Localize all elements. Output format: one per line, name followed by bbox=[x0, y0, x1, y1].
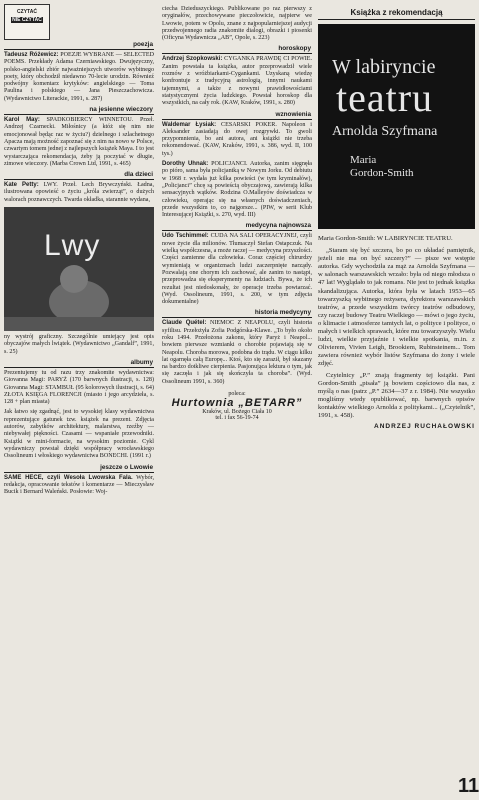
cover-title-1: W labiryncie bbox=[332, 56, 436, 78]
review-same-hece-cont: ciecha Dzieduszyckiego. Publikowane po raz pierwszy z oryginałów, przechowywane pieczołowicie, najpierw we Lwowie, potem w Opolu, znane z najpopularniejszej audycji przedwojennego radia znakomite dialogi, obrazki i piosenki (Oficyna Wydawnicza „AB”, Opole, s. 223) bbox=[162, 6, 312, 42]
wholesaler-address: Kraków, ul. Bożego Ciała 10 bbox=[202, 409, 272, 416]
recommended-body-2: Czytelnicy „P.” znają fragmenty tej książki. Pani Gordon-Smith „pisała” ją bowiem częściowo dla nas, z myślą o nas (patrz „P.” 2634—37 z r. 1984). Nie wszystko mogliśmy wtedy opublikować, np. barwnych opisów kontaktów wielkiego Arnolda z politykami... („Czytelnik”, 1991, s. 458). bbox=[318, 371, 475, 419]
review-lysiak bbox=[162, 122, 312, 158]
review-author: Udo Tschimmel: bbox=[162, 233, 209, 240]
section-lwow: jeszcze o Lwowie bbox=[4, 464, 154, 473]
review-same-hece bbox=[4, 475, 154, 497]
column-3 bbox=[318, 6, 475, 430]
review-text: NIEMOC Z NEAPOLU, czyli historia syfilisu. Przełożyła Zofia Podgórska-Klawe. „To było około roku 1494. Przełożona zakonu, który Paryż i Neapol... bowiem pierwsze wzmianki o chorobie pojawiają się w Neapolu. Choroba morowa, podobna do trądu. W ciągu kilku lat ogarnęła całą Europę... Ktoś, kto się zaraził, był skazany na bardzo dotkliwe cierpienia. Pasjonująca lektura o tym, jak się zaczęła i jak się skończyła ta choroba”. (Wyd. Ossolineum 1991, s. 360) bbox=[162, 320, 312, 385]
cover-subtitle: Arnolda Szyfmana bbox=[332, 124, 438, 139]
recommended-by bbox=[162, 391, 312, 421]
review-albumy-cont: Jak łatwo się zgadnąć, jest to wysokiej klasy wydawnictwa reprezentujące gatunek tzw. książek na prezent. Zdjęcia autorów, zabytków architektury, malarstwa, rzeźby — niebywałej piękności. Czasami — wspaniałe przewodniki. Książki w mini-formacie, na wysokim poziomie. Cykl wydawniczy powstał dzięki współpracy wrocławskiego Ossolineum i włoskiego wydawnictwa BONECHI. (1991 r.) bbox=[4, 409, 154, 460]
column-2 bbox=[162, 6, 312, 421]
review-author: Waldemar Łysiak: bbox=[162, 121, 217, 128]
section-wznowienia: wznowienia bbox=[162, 111, 312, 120]
review-szopkowski bbox=[162, 56, 312, 107]
logo-line-2: NIE CZYTAĆ bbox=[12, 17, 42, 23]
cover-author bbox=[350, 154, 414, 180]
review-text: Wybór, redakcja, opracowanie tekstów i komentarze — Mieczysław Bucik i Bernard Waleński. Posłowie: Woj- bbox=[4, 474, 154, 496]
review-author: Kate Petty: bbox=[4, 182, 39, 189]
review-may bbox=[4, 117, 154, 168]
review-author: Claude Quétel: bbox=[162, 320, 207, 327]
section-jesienne: na jesienne wieczory bbox=[4, 106, 154, 115]
cover-title-2: teatru bbox=[336, 75, 434, 120]
photo-title: Lwy bbox=[44, 229, 101, 263]
review-text: CYGANKA PRAWDĘ CI POWIE. Zanim powstała ta książka, autor przeprowadził wiele rozmów z wróżbiarkami-Cygankami. Uzyskaną wiedzę konfrontuje z tradycyjną astrologią, innymi naukami tajemnymi, a także z nowymi prawidłowościami statystycznymi życia ludzkiego. Powstał horoskop dla wszystkich, na cały rok. (KAW, Kraków, 1991, s. 280) bbox=[162, 56, 312, 107]
review-quetel bbox=[162, 320, 312, 386]
review-author: SAME HECE, czyli Wesoła Lwowska Fala. bbox=[4, 474, 133, 481]
section-poezja: poezja bbox=[4, 41, 154, 50]
logo-line-1: CZYTAĆ bbox=[17, 9, 37, 15]
cover-author-first: Maria bbox=[350, 154, 377, 166]
review-author: Tadeusz Różewicz: bbox=[4, 52, 59, 58]
review-petty bbox=[4, 182, 154, 204]
review-albumy: Prezentujemy tu od razu trzy znakomite wydawnictwa: Giovanna Magi: PARYŻ (170 barwnych ilustracji, s. 128) Giovanna Magi: STAMBUŁ (95 kolorowych ilustracji, s. 64) ZŁOTA KSIĘGA FLORENCJI (miasto i jego arcydzieła, s. 128 + plan miasta) bbox=[4, 369, 154, 406]
review-petty-cont: ny wystrój graficzny. Szczególnie umiejący jest opis obyczajów małych lwiątek. (Wydawnictwo „Gandalf”, 1991, s. 25) bbox=[4, 334, 154, 355]
review-author: Andrzej Szopkowski: bbox=[162, 56, 223, 63]
recommended-lead: Maria Gordon-Smith: W LABIRYNCIE TEATRU. bbox=[318, 235, 453, 242]
review-tschimmel bbox=[162, 233, 312, 306]
book-cover bbox=[318, 24, 475, 229]
review-text: LWY. Przeł. Lech Brywczyński. Ładna, ilustrowana opowieść o życiu „króla zwierząt”, o dużych walorach poznawczych. Twarda okładka, starannie wydana, bbox=[4, 182, 155, 203]
page-number: 11 bbox=[458, 775, 479, 797]
review-uhnak bbox=[162, 161, 312, 219]
recommended-body: „Staram się być szczera, bo po co układać pamiętnik, jeżeli nie ma on być szczery?” — pisze we wstępie autorka. Gdy wychodziła za mąż za Arnolda Szyfmana — w salonach warszawskich wrzało: była od niego młodsza o 47 lat! Wyglądało to jak romans. Nie jest to jednak książka skandalizująca. Autorka, która była w latach 1953—65 towarzyszką wybitnego reżysera, dyrektora warszawskich teatrów, a przede wszystkim twórcy teatrów odbudowy, czy raczej budowy Teatru Wielkiego — mówi o jego życiu, o klimacie i atmosferze tamtych lat, o polityce i polityce, o małych i wielkich sprawach, które mu towarzyszyły. Wielu ludzi, wielkie przyjaźnie i wielkie spotkania, m.in. z Olivierem, Vivien Leigh, Brookiem, Rubinsteinem... Tom zawiera również wybór listów Szyfmana do żony i wiele zdjęć. bbox=[318, 247, 475, 368]
section-albumy: albumy bbox=[4, 359, 154, 368]
author-signature: ANDRZEJ RUCHAŁOWSKI bbox=[374, 423, 475, 431]
lion-cub-image bbox=[4, 207, 154, 331]
section-dzieci: dla dzieci bbox=[4, 171, 154, 180]
lion-cub-photo bbox=[4, 207, 154, 331]
wholesaler-phone: tel. i fax 56-19-74 bbox=[215, 415, 259, 422]
section-medycyna: medycyna najnowsza bbox=[162, 222, 312, 231]
column-1 bbox=[4, 6, 154, 499]
review-text: POLICJANCI. Autorka, zanim sięgnęła po pióro, sama była policjantką w Nowym Jorku. Od debiutu w 1968 r. wydała już kilka powieści (w tym kryminałów), „Policjanci” chcę są powieścią obyczajową, zawierają kilka sensacyjnych wątków. Rodzina O.Malleyów doświadcza w człowieku, operając się na własnych doświadczeniach, przede wszystkim to, co najgorsze... (PIW, w serii Klub Interesującej Książki, s. 270, wyd. III) bbox=[162, 161, 312, 219]
review-rozewicz bbox=[4, 52, 154, 103]
recommended-label: poleca: bbox=[228, 391, 246, 398]
review-text: POEZJE WYBRANE — SELECTED POEMS. Przekłady Adama Czerniawskiego. Dwujęzyczny, polsko-angielski zbiór najważniejszych utworów wybitnego poety, który obchodził niedawno 70-lecie urodzin. Równieź podwójny komentarz krytyków: angielskiego — Toma Paulina i polskiego — Jana Pieszczachowicza. (Wydawnictwo Literackie, 1991, s. 287) bbox=[4, 52, 155, 102]
cover-author-last: Gordon-Smith bbox=[350, 167, 414, 179]
section-title-recommended: Książka z rekomendacją bbox=[350, 8, 443, 17]
review-author: Dorothy Uhnak: bbox=[162, 161, 209, 168]
review-text: CESARSKI POKER. Napoleon i Aleksander zasiadają do owej rozgrywki. To gwoli przypomnienia, bo ani autora, ani książki nie trzeba rekomendować. (KAW, Kraków, 1991, s. 386, wyd. II, 100 tys.) bbox=[162, 121, 312, 157]
review-author: Karol May: bbox=[4, 117, 40, 124]
review-text: SPADKOBIERCY WINNETOU. Przeł. Andrzej Czarnecki. Miłośnicy (a któż się nim nie emocjonował będąc raz w życiu?) dzielnego i szlachetnego Apacza mają możność zapoznać się z nim na nowo w Polsce, czwartym tomem jednej z najlepszych książek Maya. I to jest wystarczająca rekomendacja, żeby ją poczytać w długie, zimowe wieczory. (Marba Crown Ltd, 1991, s. 465) bbox=[4, 117, 154, 167]
section-historia-medycyny: historia medycyny bbox=[162, 309, 312, 318]
review-text: CUDA NA SALI OPERACYJNEJ, czyli nowe życie dla milionów. Tłumaczył Stefan Ostapczuk. Na wielką współczesna, a może raczej — medycyna przyszłości. Części zamienne dla człowieka. Coraz częściej chirurdzy wymieniają w organizmach ludzi zaczerpnięte narządy. Pozwalają one chorym ich zachować, ale zanim to nastąpi, przeprowadza się eksperymenty na ludziach. Bywa, że ich rezultat jest niedoskonały, że operacje trzeba powtarzać. (Wyd. Ossolineum, 1991, s. 200, w tym zdjęcia dokumentalne) bbox=[162, 233, 312, 306]
section-horoskopy: horoskopy bbox=[162, 45, 312, 54]
wholesaler-name: Hurtownia „BETARR” bbox=[171, 397, 303, 410]
